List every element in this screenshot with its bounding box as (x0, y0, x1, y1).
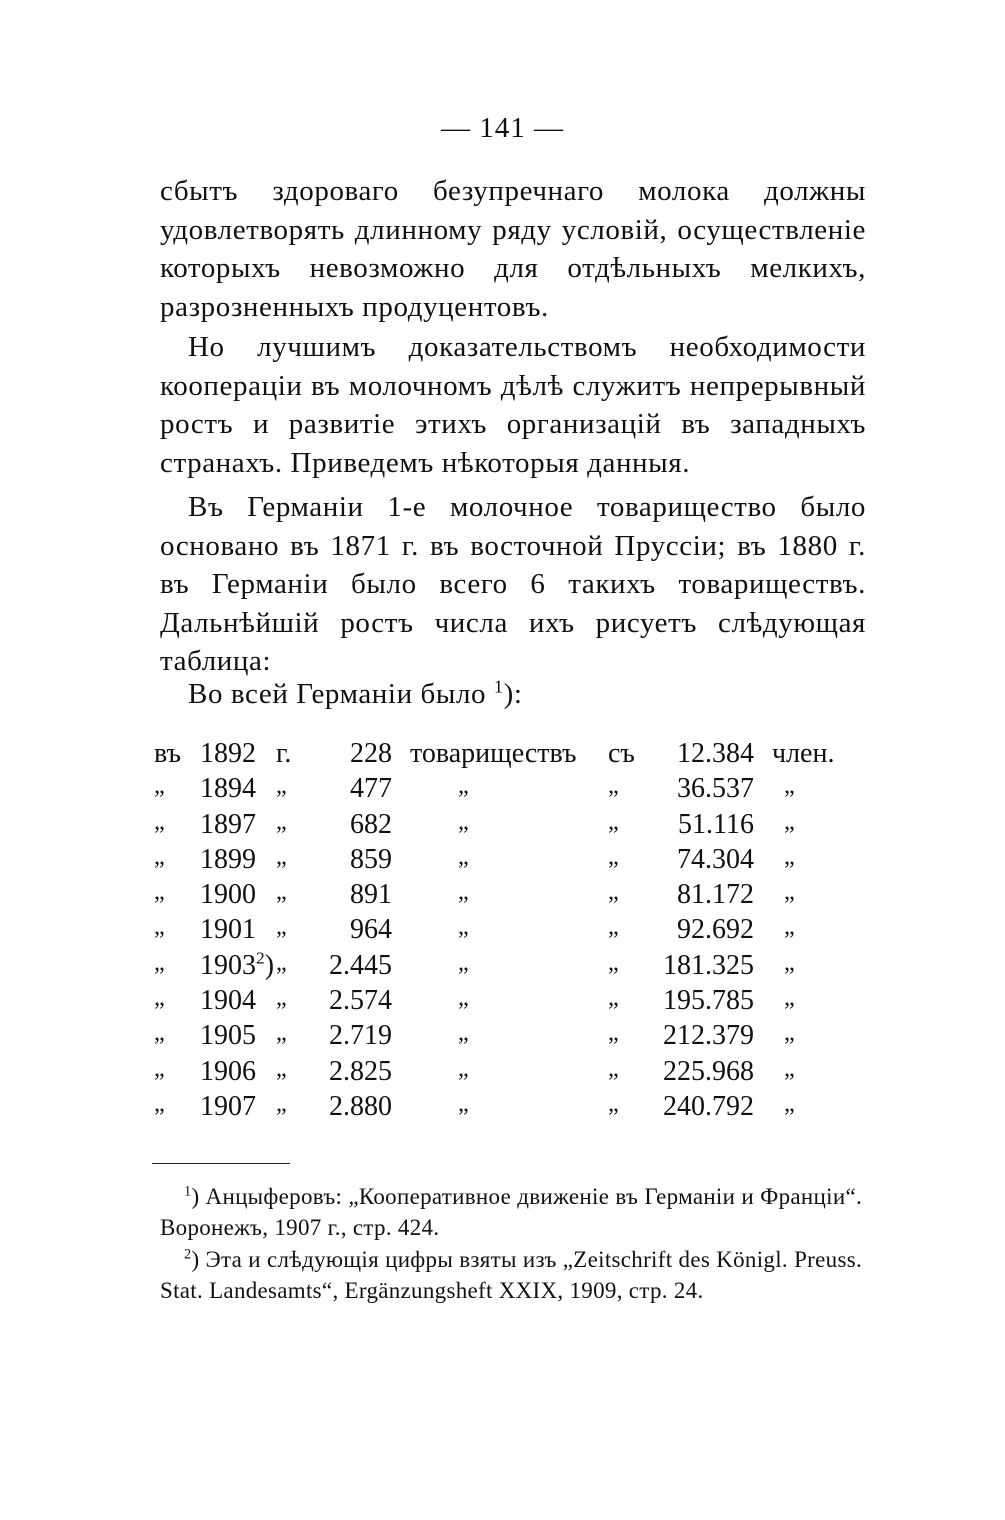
footnote-ref: 1 (494, 676, 504, 697)
row-suffix: „ (772, 843, 795, 870)
row-suffix: „ (772, 985, 795, 1012)
footnote-mark: 2 (184, 1246, 192, 1263)
footnote-2 (160, 1245, 862, 1306)
row-members: 195.785 (663, 985, 754, 1017)
row-members: 74.304 (677, 843, 754, 875)
footnote-divider (152, 1163, 290, 1164)
row-year: 1905 (200, 1020, 256, 1052)
row-count: 682 (350, 808, 392, 840)
footnote-text: ) Анцыферовъ: „Кооперативное движеніе въ Германіи и Франціи“. Воронежъ, 1907 г., стр. 424. (160, 1184, 862, 1240)
row-year: 1906 (200, 1055, 256, 1087)
row-prefix: „ (154, 1090, 165, 1117)
paragraph-cooperation (160, 328, 866, 482)
paragraph-text: сбытъ здороваго безупречнаго молока должны удовлетворять длинному ряду условій, осуществленіе которыхъ невозможно для отдѣльныхъ мелкихъ, разрозненныхъ продуцентовъ. (160, 175, 866, 323)
row-year: 1894 (200, 773, 256, 805)
page-number: — 141 — (441, 112, 564, 144)
row-year: 1900 (200, 879, 256, 911)
row-count: 2.825 (329, 1055, 392, 1087)
row-prefix: „ (154, 1055, 165, 1082)
row-members: 181.325 (663, 949, 754, 981)
table-row (148, 950, 868, 985)
row-prefix: „ (154, 773, 165, 800)
row-year: 1901 (200, 914, 256, 946)
row-count: 891 (350, 879, 392, 911)
row-suffix: „ (772, 879, 795, 906)
row-year: 1907 (200, 1090, 256, 1122)
row-unit: „ (276, 808, 287, 835)
row-members: 92.692 (677, 914, 754, 946)
row-members: 51.116 (678, 808, 754, 840)
row-prep: „ (608, 1055, 619, 1082)
row-suffix: „ (772, 773, 795, 800)
row-prefix: „ (154, 914, 165, 941)
row-word: „ (410, 1020, 469, 1047)
row-count: 228 (350, 738, 392, 769)
footnote-text: ) Эта и слѣдующія цифры взяты изъ „Zeitschrift des Königl. Preuss. Stat. Landesamts“, Ergänzungsheft XXIX, 1909, стр. 24. (160, 1247, 862, 1303)
row-prep: „ (608, 985, 619, 1012)
row-prep: „ (608, 879, 619, 906)
table-row (148, 985, 868, 1020)
footnote-1 (160, 1182, 862, 1243)
row-prefix: „ (154, 1020, 165, 1047)
row-prefix: „ (154, 808, 165, 835)
row-word: товариществъ (410, 738, 577, 769)
row-prep: „ (608, 843, 619, 870)
row-suffix: „ (772, 1055, 795, 1082)
row-unit: „ (276, 843, 287, 870)
row-word: „ (410, 773, 469, 800)
table-row (148, 1020, 868, 1055)
row-prep: „ (608, 1020, 619, 1047)
table-intro (160, 675, 866, 714)
footnotes (160, 1182, 862, 1308)
row-prefix: въ (154, 738, 182, 769)
row-word: „ (410, 879, 469, 906)
row-members: 36.537 (677, 773, 754, 805)
row-year: 1897 (200, 808, 256, 840)
row-word: „ (410, 1055, 469, 1082)
row-prefix: „ (154, 949, 165, 976)
row-suffix: „ (772, 1090, 795, 1117)
row-prep: съ (608, 738, 635, 769)
row-unit: „ (276, 949, 287, 976)
row-word: „ (410, 1090, 469, 1117)
paragraph-text: Но лучшимъ доказательствомъ необходимости кооперацiи въ молочномъ дѣлѣ служитъ непрерывный ростъ и развитіе этихъ организацій въ западныхъ странахъ. Приведемъ нѣкоторыя данныя. (160, 331, 866, 479)
row-prefix: „ (154, 985, 165, 1012)
row-unit: „ (276, 1055, 287, 1082)
row-year: 1892 (200, 738, 256, 769)
row-year: 1903$^2$) (200, 948, 275, 981)
table-intro-text: Во всей Германіи было (188, 678, 487, 710)
row-year: 1899 (200, 843, 256, 875)
row-unit: г. (276, 738, 292, 769)
paragraph-continuation (160, 172, 866, 326)
row-word: „ (410, 914, 469, 941)
row-suffix: „ (772, 808, 795, 835)
table-intro-line (160, 675, 866, 714)
row-unit: „ (276, 879, 287, 906)
row-members: 240.792 (663, 1090, 754, 1122)
row-word: „ (410, 843, 469, 870)
row-count: 2.880 (329, 1090, 392, 1122)
row-unit: „ (276, 1090, 287, 1117)
row-prep: „ (608, 773, 619, 800)
row-unit: „ (276, 985, 287, 1012)
table-row (148, 914, 868, 949)
row-prep: „ (608, 914, 619, 941)
row-count: 2.719 (329, 1020, 392, 1052)
row-suffix: „ (772, 949, 795, 976)
row-unit: „ (276, 773, 287, 800)
row-count: 964 (350, 914, 392, 946)
paragraph-germany-history (160, 488, 866, 681)
row-count: 2.574 (329, 985, 392, 1017)
table-row (148, 879, 868, 914)
row-word: „ (410, 949, 469, 976)
row-members: 225.968 (663, 1055, 754, 1087)
row-count: 859 (350, 843, 392, 875)
row-suffix: член. (772, 738, 835, 769)
row-members: 212.379 (663, 1020, 754, 1052)
cooperatives-table (148, 738, 868, 1126)
table-row (148, 773, 868, 808)
footnote-mark: 1 (184, 1183, 192, 1200)
table-row (148, 844, 868, 879)
row-members: 81.172 (677, 879, 754, 911)
row-prep: „ (608, 1090, 619, 1117)
row-word: „ (410, 985, 469, 1012)
table-row (148, 1056, 868, 1091)
row-prep: „ (608, 808, 619, 835)
row-prep: „ (608, 949, 619, 976)
row-suffix: „ (772, 1020, 795, 1047)
row-unit: „ (276, 1020, 287, 1047)
row-unit: „ (276, 914, 287, 941)
row-prefix: „ (154, 879, 165, 906)
table-row (148, 738, 868, 773)
row-word: „ (410, 808, 469, 835)
footnote-ref: 2 (256, 948, 265, 968)
table-row (148, 1091, 868, 1126)
paragraph-text: Въ Германіи 1-е молочное товарищество было основано въ 1871 г. въ восточной Пруссіи; въ 1880 г. въ Германіи было всего 6 такихъ товариществъ. Дальнѣйшій ростъ числа ихъ рисуетъ слѣдующая таблица: (160, 491, 866, 677)
row-suffix: „ (772, 914, 795, 941)
row-members: 12.384 (677, 738, 754, 769)
row-year: 1904 (200, 985, 256, 1017)
row-count: 2.445 (329, 949, 392, 981)
table-intro-closing: ): (503, 678, 523, 710)
table-row (148, 809, 868, 844)
row-count: 477 (350, 773, 392, 805)
row-prefix: „ (154, 843, 165, 870)
